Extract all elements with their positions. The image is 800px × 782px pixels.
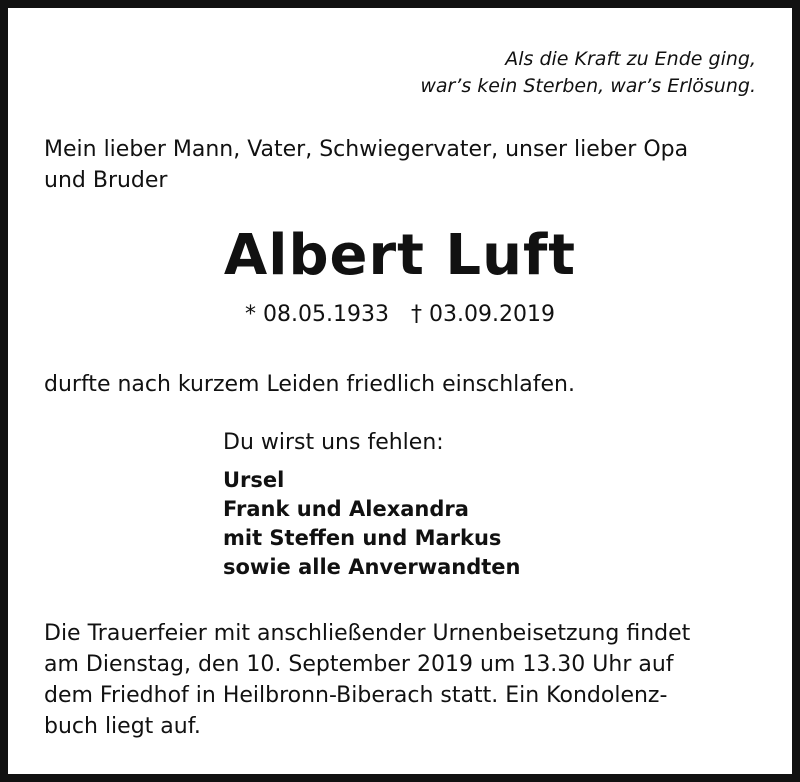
funeral-line: buch liegt auf. [44, 714, 201, 739]
motto-quote [236, 46, 756, 100]
intro-line: und Bruder [44, 168, 168, 193]
mourner-name: Frank und Alexandra [223, 497, 469, 521]
mourner-name: mit Steffen und Markus [223, 526, 502, 550]
mourner-name: sowie alle Anverwandten [223, 555, 521, 579]
funeral-line: dem Friedhof in Heilbronn-Biberach statt. Ein Kondolenz- [44, 683, 668, 708]
birth-date: * 08.05.1933 [245, 302, 389, 327]
funeral-line: am Dienstag, den 10. September 2019 um 13.30 Uhr auf [44, 652, 674, 677]
passing-text: durfte nach kurzem Leiden friedlich einschlafen. [44, 372, 575, 397]
motto-line: war’s kein Sterben, war’s Erlösung. [420, 75, 756, 97]
obituary-content [8, 8, 792, 774]
motto-line: Als die Kraft zu Ende ging, [505, 48, 756, 70]
life-dates [8, 300, 792, 330]
mourner-name: Ursel [223, 468, 285, 492]
intro-text [44, 134, 764, 196]
funeral-details [44, 618, 756, 742]
deceased-name: Albert Luft [223, 223, 577, 288]
funeral-line: Die Trauerfeier mit anschließender Urnenbeisetzung findet [44, 621, 691, 646]
intro-line: Mein lieber Mann, Vater, Schwiegervater, unser lieber Opa [44, 137, 689, 162]
mourners-block [223, 427, 743, 582]
mourners-intro: Du wirst uns fehlen: [223, 430, 444, 455]
death-date: † 03.09.2019 [411, 302, 555, 327]
